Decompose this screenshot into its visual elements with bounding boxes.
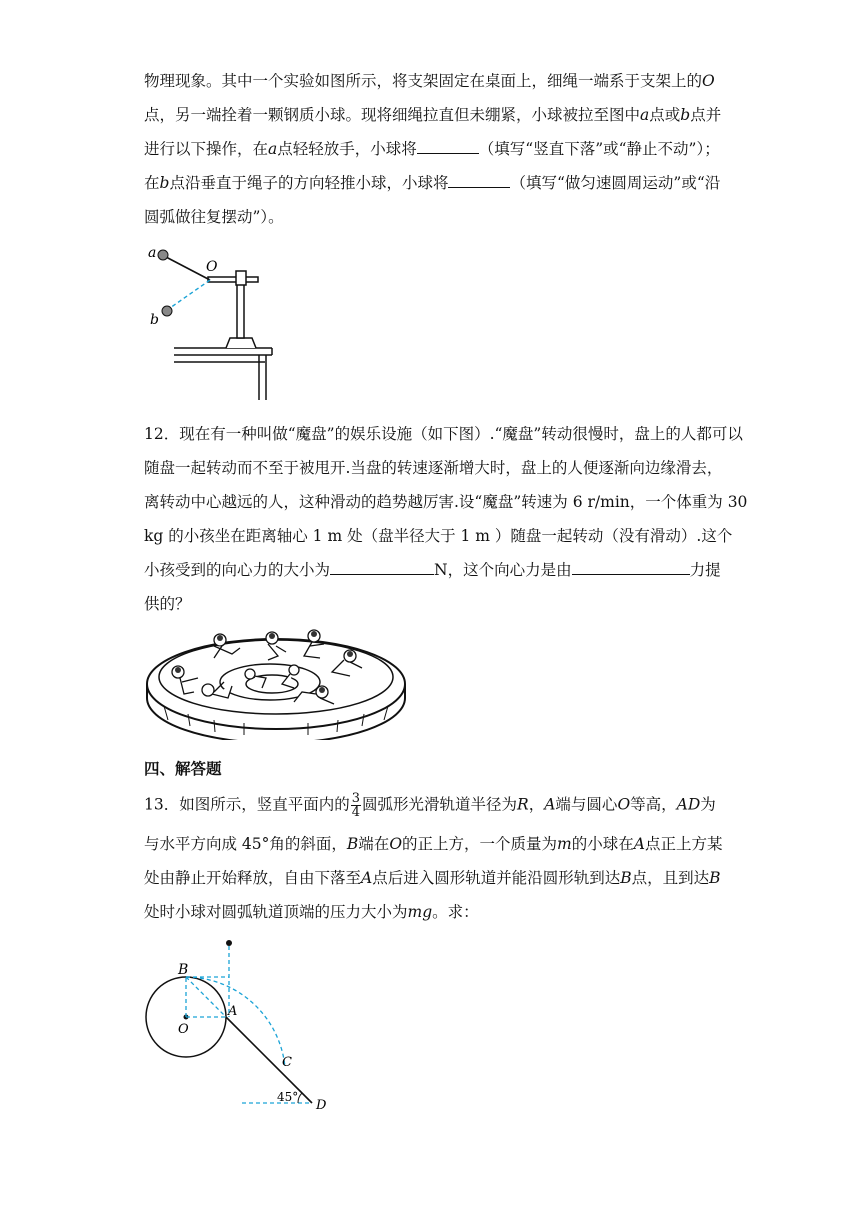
q11-line-1: 物理现象。其中一个实验如图所示，将支架固定在桌面上，细绳一端系于支架上的O (144, 72, 715, 90)
q13-line-4: 处时小球对圆弧轨道顶端的压力大小为mg。求： (144, 903, 479, 921)
q11-line-2: 点，另一端拴着一颗钢质小球。现将细绳拉直但未绷紧，小球被拉至图中a点或b点并 (144, 106, 722, 124)
answer-blank-3[interactable] (330, 560, 434, 575)
label-C: C (282, 1055, 292, 1070)
label-b: b (150, 312, 159, 328)
label-A: A (228, 1004, 238, 1019)
label-D: D (316, 1098, 327, 1113)
q11-line-3: 进行以下操作，在a点轻轻放手，小球将 （填写“竖直下落”或“静止不动”）； (144, 140, 720, 158)
circular-track-figure (140, 935, 340, 1115)
magic-disc-illustration (144, 622, 408, 740)
section-heading: 四、解答题 (144, 759, 222, 778)
q13-line-3: 处由静止开始释放，自由下落至A点后进入圆形轨道并能沿圆形轨到达B点，且到达B (144, 869, 721, 887)
q11-line-5: 圆弧做往复摆动”）。 (144, 208, 284, 226)
q12-line-4: kg 的小孩坐在距离轴心 1 m 处（盘半径大于 1 m ）随盘一起转动（没有滑动）.这个 (144, 527, 733, 545)
label-o: O (206, 259, 218, 275)
answer-blank-2[interactable] (448, 173, 510, 188)
label-angle: 45° (277, 1090, 299, 1104)
q13-line-2: 与水平方向成 45°角的斜面，B端在O的正上方，一个质量为m的小球在A点正上方某 (144, 835, 723, 853)
pendulum-figure (140, 240, 280, 402)
q11-line-4: 在b点沿垂直于绳子的方向轻推小球，小球将 （填写“做匀速圆周运动”或“沿 (144, 174, 721, 192)
answer-blank-4[interactable] (572, 560, 690, 575)
label-B: B (178, 962, 189, 978)
q13-line-1: 13．如图所示，竖直平面内的 $\frac{3}{4}$ 圆弧形光滑轨道半径为R，A端与圆心O等高，AD为 (144, 791, 716, 820)
fraction-three-quarters: $\frac{3}{4}$ (351, 791, 361, 820)
q12-line-5: 小孩受到的向心力的大小为 N，这个向心力是由 力提 (144, 561, 721, 579)
q12-line-3: 离转动中心越远的人，这种滑动的趋势越厉害.设“魔盘”转速为 6 r/min，一个体重为 30 (144, 493, 748, 511)
q12-line-6: 供的？ (144, 595, 191, 613)
answer-blank-1[interactable] (417, 139, 479, 154)
label-a: a (148, 245, 157, 261)
label-O: O (178, 1022, 189, 1037)
q12-line-1: 12．现在有一种叫做“魔盘”的娱乐设施（如下图）.“魔盘”转动很慢时，盘上的人都可以 (144, 425, 743, 443)
q12-line-2: 随盘一起转动而不至于被甩开.当盘的转速逐渐增大时，盘上的人便逐渐向边缘滑去， (144, 459, 723, 477)
